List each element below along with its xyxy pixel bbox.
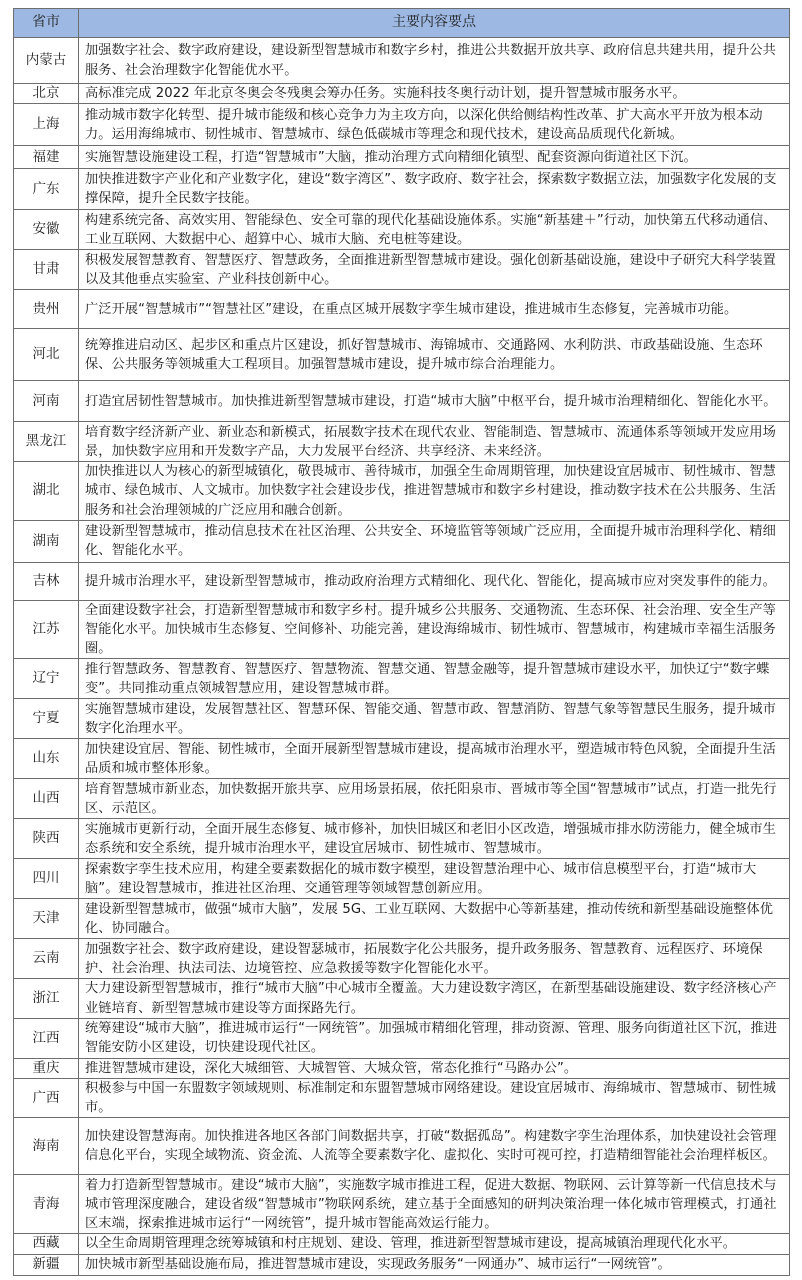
content-cell: 高标准完成 2022 年北京冬奥会冬残奥会筹办任务。实施科技冬奥行动计划，提升智慧城市服务水平。: [79, 84, 790, 104]
content-cell: 推行智慧政务、智慧教育、智慧医疗、智慧物流、智慧交通、智慧金融等，提升智慧城市建设水平，加快辽宁“数字蝶变”。共同推动重点领城智慧应用，建设智慧城市群。: [79, 659, 790, 699]
table-row: [14, 779, 790, 819]
table-row: [14, 1058, 790, 1078]
province-cell: 山东: [14, 739, 79, 779]
content-cell: 建设新型智慧城市，做强“城市大脑”，发展 5G、工业互联网、大数据中心等新基建，推动传统和新型基础设施整体优化、协同融合。: [79, 899, 790, 939]
content-cell: 构建系统完备、高效实用、智能绿色、安全可靠的现代化基础设施体系。实施“新基建＋”行动，加快第五代移动通信、工业互联网、大数据中心、超算中心、城市大脑、充电桩等建设。: [79, 210, 790, 250]
province-cell: 西藏: [14, 1234, 79, 1254]
table-row: [14, 422, 790, 462]
content-cell: 培育数字经济新产业、新业态和新模式，拓展数字技术在现代农业、智能制造、智慧城市、流通体系等领域开发应用场景，加快数字应用和开发数字产品，大力发展平台经济、共享经济、未来经济。: [79, 422, 790, 462]
table-row: [14, 562, 790, 600]
content-cell: 实施城市更新行动，全面开展生态修复、城市修补，加快旧城区和老旧小区改造，增强城市排水防涝能力，健全城市生态系统和安全系统，提升城市治理水平，建设宜居城市、韧性城市、智慧城市。: [79, 819, 790, 859]
content-cell: 推进智慧城市建设，深化大城细管、大城智管、大城众管，常态化推行“马路办公”。: [79, 1058, 790, 1078]
province-cell: 福建: [14, 146, 79, 169]
content-cell: 统筹建设“城市大脑”，推进城市运行“一网统管”。加强城市精细化管理，排动资源、管理、服务向街道社区下沉，推进智能安防小区建设，切快建设现代社区。: [79, 1018, 790, 1058]
table-row: [14, 1079, 790, 1118]
table-row: [14, 1175, 790, 1234]
table-row: [14, 250, 790, 290]
province-cell: 四川: [14, 859, 79, 899]
table-row: [14, 859, 790, 899]
content-cell: 加快建设智慧海南。加快推进各地区各部门间数据共享，打破“数据孤岛”。构建数字孪生治理体系，加快建设社会管理信息化平台，实现全域物流、资金流、人流等全要素数字化、虚拟化、实时可视可控，打造精细智能社会治理样板区。: [79, 1118, 790, 1175]
table-row: [14, 520, 790, 562]
table-row: [14, 699, 790, 739]
province-cell: 湖北: [14, 462, 79, 521]
province-cell: 陕西: [14, 819, 79, 859]
province-cell: 新疆: [14, 1254, 79, 1275]
table-row: [14, 600, 790, 659]
content-cell: 着力打造新型智慧城市。建设“城市大脑”，实施数字城市推进工程，促进大数据、物联网、云计算等新一代信息技术与城市管理深度融合，建设省级“智慧城市”物联网系统，建立基于全面感知的研判决策治理一体化城市管理模式，打通社区末端，探索推进城市运行“一网统管”，提升城市智能高效运行能力。: [79, 1175, 790, 1234]
table-row: [14, 462, 790, 521]
province-cell: 天津: [14, 899, 79, 939]
province-cell: 河南: [14, 381, 79, 422]
province-cell: 重庆: [14, 1058, 79, 1078]
table-row: [14, 1018, 790, 1058]
content-cell: 以全生命周期管理理念统筹城镇和村庄规划、建设、管理，推进新型智慧城市建设，提高城镇治理现代化水平。: [79, 1234, 790, 1254]
table-row: [14, 169, 790, 210]
province-cell: 江西: [14, 1018, 79, 1058]
header-content: 主要内容要点: [79, 9, 790, 38]
province-cell: 浙江: [14, 979, 79, 1018]
content-cell: 大力建设新型智慧城市，推行“城市大脑”中心城市全覆盖。大力建设数字湾区，在新型基础设施建设、数字经济核心产业链培育、新型智慧城市建设等方面探路先行。: [79, 979, 790, 1018]
province-cell: 海南: [14, 1118, 79, 1175]
table-row: [14, 38, 790, 84]
table-row: [14, 1234, 790, 1254]
content-cell: 全面建设数字社会，打造新型智慧城市和数字乡村。提升城乡公共服务、交通物流、生态环保、社会治理、安全生产等智能化水平。加快城市生态修复、空间修补、功能完善，建设海绵城市、韧性城市、智慧城市，构建城市幸福生活服务圈。: [79, 600, 790, 659]
content-cell: 加快推进数字产业化和产业数字化，建设“数字湾区”、数字政府、数字社会，探索数字数据立法，加强数字化发展的支撑保障，提升全民数字技能。: [79, 169, 790, 210]
table-row: [14, 899, 790, 939]
content-cell: 积极发展智慧教育、智慧医疗、智慧政务，全面推进新型智慧城市建设。强化创新基础设施，建设中子研究大科学装置以及其他垂点实验室、产业科技创新中心。: [79, 250, 790, 290]
content-cell: 打造宜居韧性智慧城市。加快推进新型智慧城市建设，打造“城市大脑”中枢平台，提升城市治理精细化、智能化水平。: [79, 381, 790, 422]
table-row: [14, 1254, 790, 1275]
content-cell: 加强数字社会、数字政府建设，建设智瑟城市，拓展数字化公共服务，提升政务服务、智慧教育、远程医疗、环境保护、社会治理、执法司法、边境管控、应急救援等数字化智能化水平。: [79, 939, 790, 979]
table-body: [14, 38, 790, 1276]
province-cell: 吉林: [14, 562, 79, 600]
table-row: [14, 329, 790, 381]
province-cell: 安徽: [14, 210, 79, 250]
content-cell: 广泛开展“智慧城市”“智慧社区”建设，在重点区城开展数字孪生城市建设，推进城市生态修复，完善城市功能。: [79, 290, 790, 329]
content-cell: 建设新型智慧城市，推动信息技术在社区治理、公共安全、环境监管等领域广泛应用，全面提升城市治理科学化、精细化、智能化水平。: [79, 520, 790, 562]
table-row: [14, 146, 790, 169]
province-cell: 云南: [14, 939, 79, 979]
table-row: [14, 819, 790, 859]
table-row: [14, 381, 790, 422]
table-row: [14, 210, 790, 250]
province-cell: 北京: [14, 84, 79, 104]
province-cell: 内蒙古: [14, 38, 79, 84]
content-cell: 加快建设宜居、智能、韧性城市，全面开展新型智慧城市建设，提高城市治理水平，塑造城市特色风貌，全面提升生活品质和城市整体形象。: [79, 739, 790, 779]
province-cell: 江苏: [14, 600, 79, 659]
content-cell: 实施智慧城市建设，发展智慧社区、智慧环保、智能交通、智慧市政、智慧消防、智慧气象等智慧民生服务，提升城市数字化治理水平。: [79, 699, 790, 739]
table-row: [14, 939, 790, 979]
content-cell: 统筹推进启动区、起步区和重点片区建设，抓好智慧城市、海锦城市、交通路网、水利防洪、市政基础设施、生态环保、公共服务等领城重大工程项目。加强智慧城市建设，提升城市综合治理能力。: [79, 329, 790, 381]
province-cell: 黑龙江: [14, 422, 79, 462]
content-cell: 加快城市新型基础设施布局，推进智慧城市建设，实现政务服务“一网通办”、城市运行“一网统管”。: [79, 1254, 790, 1275]
table-row: [14, 104, 790, 146]
header-province: 省市: [14, 9, 79, 38]
table-row: [14, 1118, 790, 1175]
content-cell: 探索数字孪生技术应用，构建全要素数据化的城市数字模型，建设智慧治理中心、城市信息模型平台，打造“城市大脑”。建设智慧城市，推进社区治理、交通管理等领域智慧创新应用。: [79, 859, 790, 899]
province-cell: 山西: [14, 779, 79, 819]
province-cell: 甘肃: [14, 250, 79, 290]
province-cell: 湖南: [14, 520, 79, 562]
table-header: [14, 9, 790, 38]
province-cell: 河北: [14, 329, 79, 381]
province-cell: 辽宁: [14, 659, 79, 699]
content-cell: 实施智慧设施建设工程，打造“智慧城市”大脑，推动治理方式向精细化镇型、配套资源向街道社区下沉。: [79, 146, 790, 169]
content-cell: 提升城市治理水平，建设新型智慧城市，推动政府治理方式精细化、现代化、智能化，提高城市应对突发事件的能力。: [79, 562, 790, 600]
province-cell: 青海: [14, 1175, 79, 1234]
province-cell: 广西: [14, 1079, 79, 1118]
province-cell: 贵州: [14, 290, 79, 329]
province-cell: 上海: [14, 104, 79, 146]
table-row: [14, 290, 790, 329]
province-cell: 广东: [14, 169, 79, 210]
content-cell: 加快推进以人为核心的新型城镇化，敬畏城市、善待城市，加强全生命周期管理，加快建设宜居城市、韧性城市、智慧城市、绿色城市、人文城市。加快数字社会建设步伐，推进智慧城市和数字乡村建设，推动数字技术在公共服务、生活服务和社会治理领城的广泛应用和融合创新。: [79, 462, 790, 521]
content-cell: 积极参与中国一东盟数字领域规则、标准制定和东盟智慧城市网络建设。建设宜居城市、海绵城市、智慧城市、韧性城市。: [79, 1079, 790, 1118]
table-row: [14, 84, 790, 104]
table-row: [14, 979, 790, 1018]
header-row: [14, 9, 790, 38]
content-cell: 加强数字社会、数字政府建设，建设新型智慧城市和数字乡村，推进公共数据开放共享、政府信息共建共用，提升公共服务、社会治理数字化智能优水平。: [79, 38, 790, 84]
table-row: [14, 659, 790, 699]
content-cell: 推动城市数字化转型、提升城市能级和核心竞争力为主攻方向，以深化供给侧结构性改革、扩大高水平开放为根本动力。运用海绵城市、韧性城市、智慧城市、绿色低碳城市等理念和现代技术，建设高品质现代化新城。: [79, 104, 790, 146]
policy-table: [13, 8, 790, 1276]
table-row: [14, 739, 790, 779]
province-cell: 宁夏: [14, 699, 79, 739]
content-cell: 培育智慧城市新业态，加快数据开旅共享、应用场景拓展，依托阳泉市、晋城市等全国“智慧城市”试点，打造一批先行区、示范区。: [79, 779, 790, 819]
